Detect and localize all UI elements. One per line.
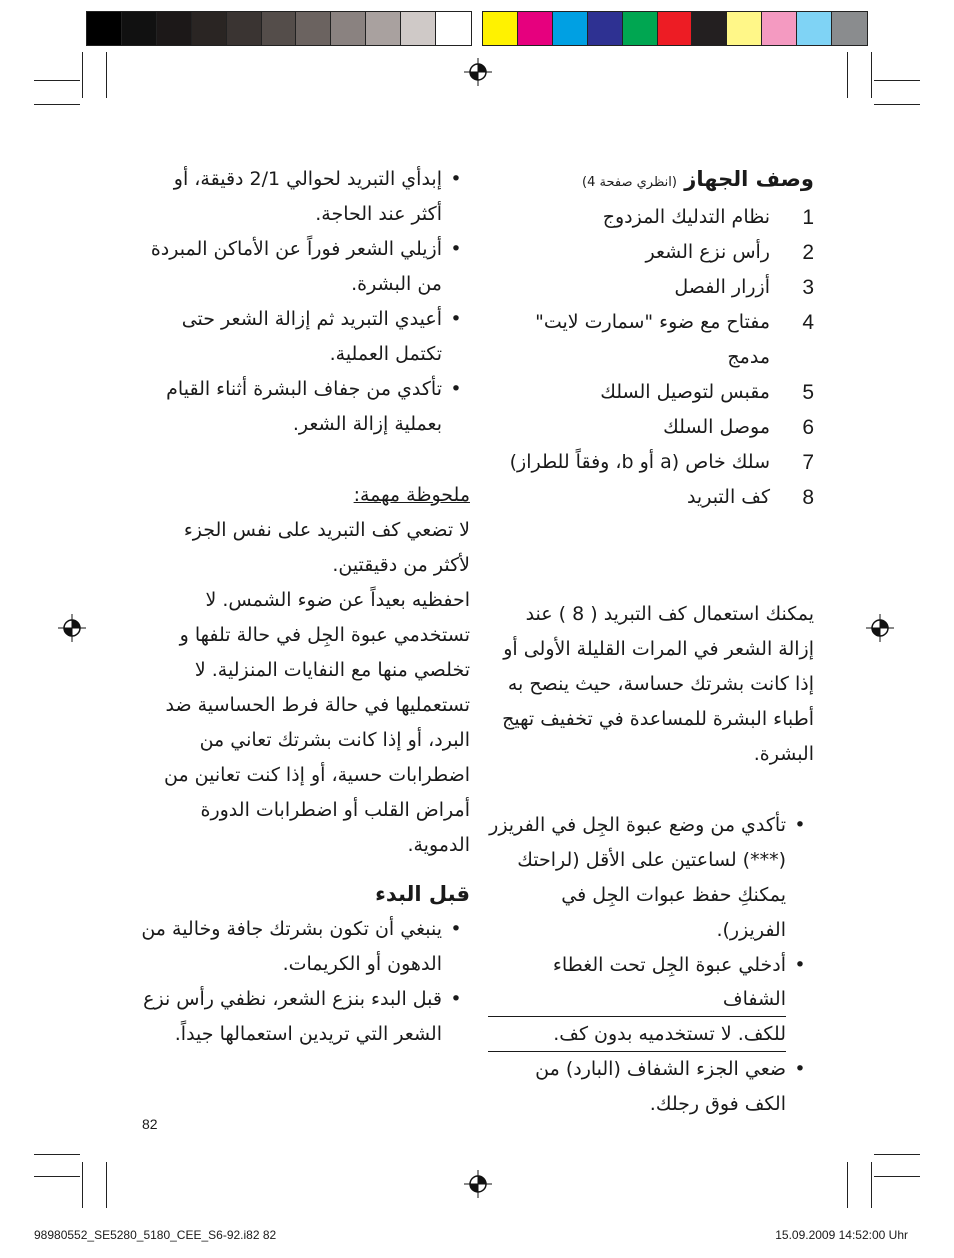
crop-mark (106, 52, 107, 98)
text-line: بعملية إزالة الشعر. (292, 413, 442, 435)
right-column (488, 162, 814, 1122)
text-line: أزيلي الشعر فوراً عن الأماكن المبردة (150, 238, 442, 260)
note-line: لأكثر من دقيقتين. (332, 554, 470, 576)
registration-mark-icon (464, 1170, 492, 1198)
item-text: مفتاح مع ضوء "سمارت لايت" (535, 311, 770, 333)
list-item-text (140, 372, 442, 442)
crop-mark (871, 52, 872, 98)
color-swatch (157, 12, 192, 45)
crop-mark (82, 52, 83, 98)
registration-mark-icon (58, 614, 86, 642)
color-swatch (588, 12, 623, 45)
note-line: البرد، أو إذا كانت بشرتك تعاني من (199, 729, 470, 751)
note-line: أمراض القلب أو اضطرابات الدورة (200, 799, 470, 821)
item-text: نظام التدليك المزدوج (602, 206, 770, 228)
item-text: موصل السلك (663, 416, 770, 438)
text-line: يمكنكِ حفظ عبوات الجِل في الفريزر). (561, 884, 786, 941)
item-text-continued: مدمج (727, 346, 770, 368)
crop-mark (874, 1154, 920, 1155)
text-line: أدخلي عبوة الجِل تحت الغطاء الشفاف (488, 948, 786, 1017)
list-item (140, 372, 470, 442)
item-number: 7 (802, 451, 814, 474)
color-swatch (553, 12, 588, 45)
color-swatch (366, 12, 401, 45)
note-line: اضطرابات حسية، أو إذا كنت تعانين من (164, 764, 470, 786)
crop-mark (34, 1176, 80, 1177)
text-line: تأكدي من جفاف البشرة أثناء القيام (166, 378, 442, 400)
list-item (140, 162, 470, 232)
section-heading: قبل البدء (375, 882, 470, 906)
color-swatch (832, 12, 867, 45)
crop-mark (874, 80, 920, 81)
item-number: 1 (802, 206, 814, 229)
color-swatch (727, 12, 762, 45)
list-item-text (488, 1052, 786, 1122)
parts-list (488, 200, 814, 515)
list-item (488, 305, 814, 340)
left-column (140, 162, 470, 1052)
list-item-text (140, 302, 442, 372)
bullet-icon: • (450, 308, 462, 330)
color-swatch (262, 12, 297, 45)
crop-mark (847, 52, 848, 98)
list-item-text (140, 232, 442, 302)
crop-mark (871, 1162, 872, 1208)
text-line: الدهون أو الكريمات. (282, 953, 442, 975)
gray-color-bar (86, 11, 472, 46)
text-line: إبدأي التبريد لحوالي 2/1 دقيقة، أو (173, 168, 442, 190)
bullet-icon: • (794, 954, 806, 976)
list-item (488, 808, 814, 948)
list-item (488, 270, 814, 305)
list-item (488, 410, 814, 445)
bullet-icon: • (794, 814, 806, 836)
crop-mark (82, 1162, 83, 1208)
item-number: 3 (802, 276, 814, 299)
instruction-list (140, 162, 470, 442)
text-line: تكتمل العملية. (329, 343, 442, 365)
paragraph-line: إذا كانت بشرتك حساسة، حيث ينصح به (507, 673, 814, 695)
list-item-text (140, 162, 442, 232)
list-item (488, 1052, 814, 1122)
color-swatch (122, 12, 157, 45)
color-swatch (797, 12, 832, 45)
footer-file-info: 98980552_SE5280_5180_CEE_S6-92.i82 82 (34, 1228, 277, 1242)
color-swatch (623, 12, 658, 45)
page-number: 82 (142, 1116, 158, 1132)
note-line: الدموية. (407, 834, 470, 856)
note-line: تستخدمي عبوة الجِل في حالة تلفها و (179, 624, 470, 646)
item-text: سلك خاص (a أو b، وفقاً للطراز) (509, 451, 770, 473)
item-number: 2 (802, 241, 814, 264)
list-item (488, 235, 814, 270)
item-text: كف التبريد (686, 486, 770, 508)
list-item-text (140, 982, 442, 1052)
paragraph-line: يمكنك استعمال كف التبريد ( 8 ) عند (525, 603, 814, 625)
note-line: لا تضعي كف التبريد على نفس الجزء (183, 519, 470, 541)
item-text: أزرار الفصل (674, 276, 770, 298)
crop-mark (874, 104, 920, 105)
color-swatch (762, 12, 797, 45)
color-swatch (658, 12, 693, 45)
crop-mark (106, 1162, 107, 1208)
text-line: للكف. لا تستخدميه بدون كف. (488, 1017, 786, 1052)
intro-paragraph (488, 597, 814, 772)
crop-mark (34, 80, 80, 81)
crop-mark (847, 1162, 848, 1208)
text-line: (***) لساعتين على الأقل (لراحتك (517, 849, 786, 871)
list-item (140, 912, 470, 982)
note-title: ملحوظة مهمة: (353, 484, 470, 506)
crop-mark (874, 1176, 920, 1177)
crop-mark (34, 104, 80, 105)
item-number: 8 (802, 486, 814, 509)
color-swatch (692, 12, 727, 45)
color-swatch (331, 12, 366, 45)
color-swatch (192, 12, 227, 45)
text-line: الكف فوق رجلك. (649, 1093, 786, 1115)
text-line: ضعي الجزء الشفاف (البارد) من (535, 1058, 786, 1080)
item-text: رأس نزع الشعر (645, 241, 770, 263)
list-item-text (140, 912, 442, 982)
color-swatch (296, 12, 331, 45)
note-line: تخلصي منها مع النفايات المنزلية. لا (194, 659, 470, 681)
color-swatch (518, 12, 553, 45)
note-line: احفظيه بعيداً عن ضوء الشمس. لا (205, 589, 470, 611)
bullet-icon: • (450, 238, 462, 260)
bullet-icon: • (450, 378, 462, 400)
registration-mark-icon (464, 58, 492, 86)
process-color-bar (482, 11, 868, 46)
instruction-list (488, 808, 814, 1122)
text-line: تأكدي من وضع عبوة الجِل في الفريزر (489, 814, 786, 836)
list-item (140, 982, 470, 1052)
item-number: 4 (802, 311, 814, 334)
section-heading: وصف الجهاز (انظري صفحة 4) (582, 167, 814, 191)
bullet-icon: • (450, 988, 462, 1010)
footer-timestamp: 15.09.2009 14:52:00 Uhr (775, 1228, 908, 1242)
item-text: مقبس لتوصيل السلك (600, 381, 770, 403)
note-line: تستعمليها في حالة فرط الحساسية ضد (165, 694, 470, 716)
list-item (488, 480, 814, 515)
list-item (488, 948, 814, 1052)
item-number: 6 (802, 416, 814, 439)
list-item (488, 445, 814, 480)
text-line: من البشرة. (351, 273, 442, 295)
note-text (140, 513, 470, 863)
paragraph-line: أطباء البشرة للمساعدة في تخفيف تهيج (502, 708, 814, 730)
list-item (488, 375, 814, 410)
color-swatch (227, 12, 262, 45)
list-item (488, 200, 814, 235)
bullet-icon: • (450, 918, 462, 940)
bullet-icon: • (794, 1058, 806, 1080)
crop-mark (34, 1154, 80, 1155)
bullet-icon: • (450, 168, 462, 190)
paragraph-line: البشرة. (753, 743, 814, 765)
text-line: أعيدي التبريد ثم إزالة الشعر حتى (181, 308, 442, 330)
list-item (140, 232, 470, 302)
text-line: قبل البدء بنزع الشعر، نظفي رأس نزع (143, 988, 442, 1010)
text-line: ينبغي أن تكون بشرتك جافة وخالية من (141, 918, 442, 940)
list-item-text (488, 808, 786, 948)
color-swatch (401, 12, 436, 45)
list-item-text (488, 948, 786, 1052)
color-swatch (483, 12, 518, 45)
item-number: 5 (802, 381, 814, 404)
instruction-list (140, 912, 470, 1052)
paragraph-line: إزالة الشعر في المرات القليلة الأولى أو (503, 638, 814, 660)
color-swatch (436, 12, 471, 45)
registration-mark-icon (866, 614, 894, 642)
color-swatch (87, 12, 122, 45)
text-line: أكثر عند الحاجة. (315, 203, 442, 225)
list-item (140, 302, 470, 372)
text-line: الشعر التي تريدين استعمالها جيداً. (174, 1023, 442, 1045)
